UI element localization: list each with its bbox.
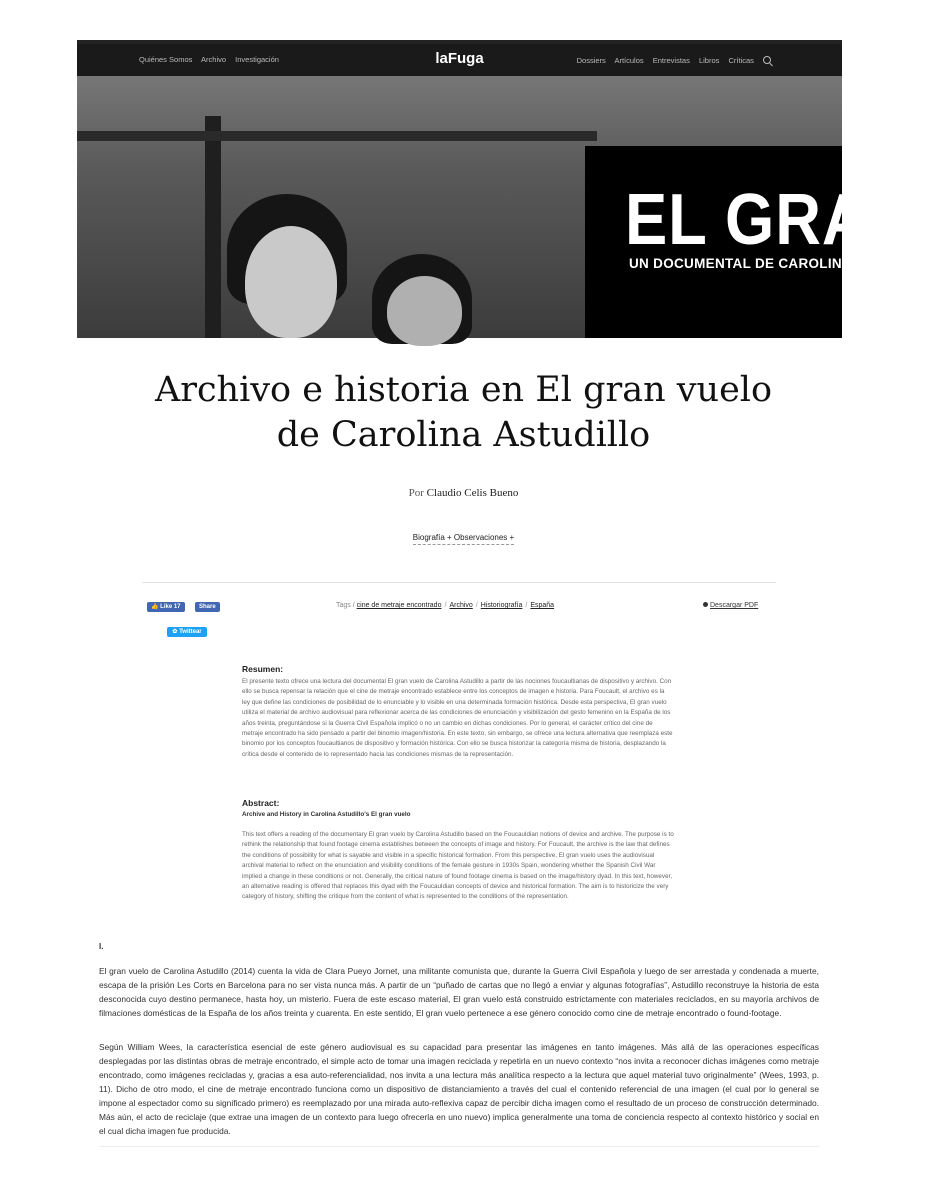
nav-right bbox=[577, 55, 778, 65]
article-title: Archivo e historia en El gran vuelo de Carolina Astudillo bbox=[154, 370, 773, 455]
nav-libros[interactable]: Libros bbox=[698, 56, 720, 65]
facebook-like-button[interactable] bbox=[147, 602, 185, 612]
like-label: Like 17 bbox=[160, 604, 181, 610]
facebook-share-button[interactable]: Share bbox=[195, 602, 220, 612]
hero-figure-face-2 bbox=[387, 276, 462, 346]
resumen-text: El presente texto ofrece una lectura del documental El gran vuelo de Carolina Astudillo a partir de las nociones foucaultianas de dispositivo y archivo. Con ello se busca repensar la relación que el cine de metraje encontrado establece entre los conceptos de imagen e historia. Para Foucault, el archivo es la ley que define las condiciones de posibilidad de lo enunciable y lo visible en una determinada formación histórica. Desde esta perspectiva, El gran vuelo utiliza el material de archivo audiovisual para reflexionar acerca de las condiciones de enunciación y visibilización del gesto femenino en la España de los años treinta, preguntándose si la Guerra Civil Española implicó o no un cambio en dichas condiciones. Por lo general, el carácter crítico del cine de metraje encontrado ha sido pensado a partir del binomio imagen/historia. En este texto, sin embargo, se ofrece una lectura alternativa que reemplaza este binomio por los conceptos foucaultianos de dispositivo y formación histórica. Con ello se busca historizar la categoría misma de historia, desplazando la crítica desde el contenido de lo representado hacia las condiciones mismas de la representación. bbox=[242, 678, 673, 758]
nav-investigacion[interactable]: Investigación bbox=[235, 55, 279, 64]
body-paragraph-2: Según William Wees, la característica esencial de este género audiovisual es su capacidad para presentar las imágenes en tanto imágenes. Más allá de las operaciones específicas desplegadas por las distintas obras de metraje encontrado, el simple acto de tomar una imagen reciclada y repetirla en un nuevo contexto “nos invita a reconocer dichas imágenes como metraje encontrado, como imágenes recicladas y, gracias a esa auto-referencialidad, nos invita a una lectura más analítica respecto a la lectura que aquel material tuvo originalmente” (Wees, 1993, p. 11). Dicho de otro modo, el cine de metraje encontrado funciona como un dispositivo de distanciamiento a través del cual el contenido referencial de una imagen (el cual por lo general se impone al espectador como su significado primero) es reemplazado por una mirada auto-reflexiva capaz de percibir dicha imagen como el resultado de un proceso de construcción determinado. Más aún, el acto de reciclaje (que extrae una imagen de un contexto para luego ofrecerla en uno nuevo) implica generalmente una toma de conciencia respecto al contexto histórico y social en el cual dicha imagen fue producida. bbox=[99, 1042, 819, 1136]
hero-title: EL GRAN bbox=[625, 180, 916, 260]
tag-item[interactable]: Archivo bbox=[449, 602, 473, 609]
bio-toggle[interactable] bbox=[0, 533, 927, 542]
tags-list: Tags / cine de metraje encontrado / Archivo / Historiografía / España bbox=[336, 602, 555, 609]
download-pdf-label[interactable]: Descargar PDF bbox=[710, 602, 759, 609]
nav-quienes-somos[interactable]: Quiénes Somos bbox=[139, 55, 193, 64]
abstract-text: This text offers a reading of the documentary El gran vuelo by Carolina Astudillo based on the Foucauldian notions of device and archive. The purpose is to rethink the relationship that found footage cinema establishes between the concepts of image and history. For Foucault, the archive is the law that defines the conditions of possibility for what is sayable and visible in a specific historical formation. From this perspective, El gran vuelo uses the audiovisual archival material to reflect on the enunciation and visibility conditions of the female gesture in 1930s Spain, wondering whether the Spanish Civil War implied a change in these conditions or not. Generally, the critical nature of found footage cinema is based on the image/history dyad. In this text, however, an alternative reading is offered that replaces this dyad with the Foucauldian concepts of device and historical formation. The aim is to historicize the very category of history, shifting the critique from the content of what is represented to the conditions of the representation. bbox=[242, 831, 674, 901]
hero-image bbox=[77, 76, 916, 338]
nav-archivo[interactable]: Archivo bbox=[201, 55, 227, 64]
tag-item[interactable]: cine de metraje encontrado bbox=[356, 602, 442, 609]
search-icon[interactable] bbox=[763, 56, 771, 64]
twitter-icon: ✿ bbox=[172, 629, 178, 635]
tweet-label: Twittear bbox=[179, 629, 202, 635]
site-logo[interactable]: laFuga bbox=[435, 50, 484, 67]
nav-dossiers[interactable]: Dossiers bbox=[576, 56, 606, 65]
thumbs-up-icon: 👍 bbox=[151, 604, 159, 610]
hero-figure-post bbox=[205, 116, 221, 338]
resumen-heading: Resumen: bbox=[242, 664, 284, 674]
bio-toggle-label[interactable]: Biografía + Observaciones + bbox=[413, 533, 514, 545]
navbar bbox=[77, 44, 842, 76]
nav-entrevistas[interactable]: Entrevistas bbox=[652, 56, 690, 65]
byline bbox=[0, 487, 927, 499]
author-link[interactable]: Claudio Celis Bueno bbox=[426, 487, 519, 499]
twitter-button[interactable] bbox=[167, 627, 207, 637]
hero-figure-rail bbox=[77, 131, 597, 141]
nav-articulos[interactable]: Artículos bbox=[614, 56, 644, 65]
download-icon bbox=[703, 602, 708, 607]
download-pdf-link[interactable] bbox=[703, 602, 758, 609]
nav-left bbox=[139, 55, 286, 64]
hero-figure-face bbox=[245, 226, 337, 338]
abstract-heading: Abstract: bbox=[242, 798, 280, 808]
abstract-subtitle: Archive and History in Carolina Astudillo's El gran vuelo bbox=[242, 811, 411, 818]
nav-criticas[interactable]: Críticas bbox=[728, 56, 754, 65]
byline-prefix: Por bbox=[408, 487, 424, 499]
tags-label: Tags / bbox=[336, 602, 355, 609]
tag-item[interactable]: Historiografía bbox=[480, 602, 523, 609]
hero-subtitle: UN DOCUMENTAL DE CAROLINA bbox=[629, 256, 852, 271]
body-paragraph-1: El gran vuelo de Carolina Astudillo (2014) cuenta la vida de Clara Pueyo Jornet, una militante comunista que, durante la Guerra Civil Española y luego de ser arrestada y condenada a muerte, escapa de la prisión Les Corts en Barcelona para no ser vista nunca más. A partir de un “puñado de cartas que no llegó a enviar y algunas fotografías”, Astudillo reconstruye la historia de esta desconocida cuyo destino permanece, hasta hoy, un misterio. Fuera de este escaso material, El gran vuelo está construido estrictamente con materiales reciclados, en su mayoría archivos de filmaciones domésticas de la España de los años treinta y cuarenta. En este sentido, El gran vuelo pertenece a ese género conocido como cine de metraje encontrado o found-footage. bbox=[99, 966, 819, 1018]
divider bbox=[142, 582, 776, 583]
tag-item[interactable]: España bbox=[530, 602, 555, 609]
section-number: I. bbox=[99, 942, 104, 951]
bottom-rule bbox=[99, 1146, 819, 1147]
